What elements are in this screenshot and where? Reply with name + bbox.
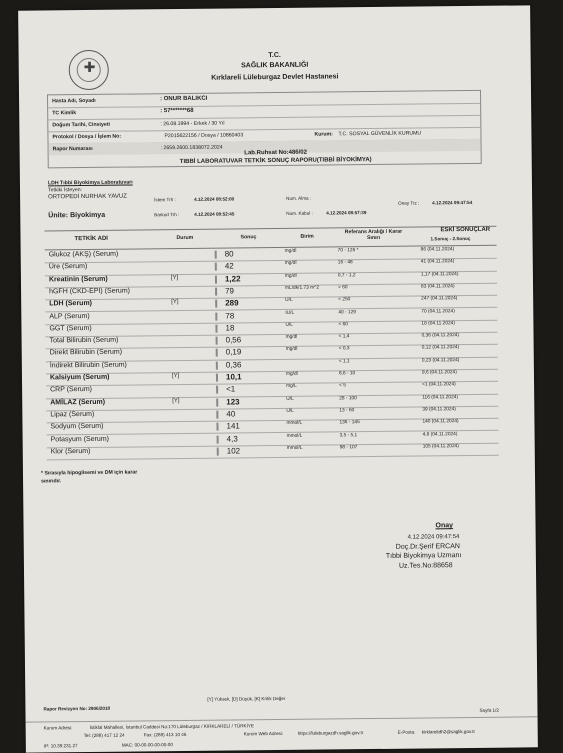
test-unit: mg/dl <box>284 273 297 279</box>
test-name: Direkt Bilirubin (Serum) <box>49 349 123 357</box>
footer-tel: Tel: (288) 417 12 24 <box>83 732 125 739</box>
row-divider <box>216 398 218 406</box>
test-old: 247 (04.11.2024) <box>421 296 458 302</box>
test-name: hGFH (CKD-EPI) (Serum) <box>49 287 131 296</box>
header-hospital: Kırklareli Lüleburgaz Devlet Hastanesi <box>211 73 339 82</box>
test-status: [Y] <box>170 274 179 281</box>
row-divider <box>216 361 218 369</box>
kabul-label: Num. Kabul : <box>286 210 313 216</box>
report-label: Rapor Numarası <box>52 145 93 153</box>
test-result: 80 <box>224 249 234 259</box>
footer-ip: IP: 10.39.231.27 <box>43 743 78 749</box>
barkod-label: Barkod Trh : <box>154 212 180 218</box>
col-old: ESKİ SONUÇLAR <box>440 226 491 234</box>
test-old: 105 (04.11.2024) <box>422 443 459 450</box>
test-unit: mg/dl <box>284 248 297 254</box>
institution-label: Kurum: <box>314 131 333 138</box>
tc-value: : 57*******68 <box>160 107 194 115</box>
test-old: 18 (04.11.2024) <box>421 320 455 327</box>
test-name: GGT (Serum) <box>49 324 92 333</box>
test-old: 41 (04.11.2024) <box>420 259 455 265</box>
test-name: AMİLAZ (Serum) <box>50 398 106 406</box>
test-unit: U/L <box>285 298 293 304</box>
test-ref: > 60 <box>338 285 348 291</box>
test-ref: 0,7 - 1,2 <box>337 272 356 278</box>
test-old: 83 (04.11.2024) <box>421 284 455 290</box>
test-unit: mg/dl <box>284 261 297 267</box>
test-ref: 136 - 145 <box>339 420 360 426</box>
test-ref: < 5 <box>339 383 346 389</box>
test-unit: mg/L <box>286 384 297 390</box>
web-label: Kurum Web Adresi: <box>243 730 284 737</box>
row-divider <box>216 411 218 419</box>
header-ministry: SAĞLIK BAKANLIĞI <box>241 61 309 70</box>
row-divider <box>215 312 217 320</box>
row-divider <box>217 435 219 443</box>
test-result: 0,36 <box>225 360 242 370</box>
test-name: Kalsiyum (Serum) <box>49 373 110 382</box>
test-ref: < 250 <box>338 297 351 303</box>
test-old: 0,12 (04.11.2024) <box>421 345 460 351</box>
test-ref: < 0,3 <box>338 346 350 352</box>
tc-label: TC Kimlik <box>52 110 77 117</box>
test-result: <1 <box>226 384 236 394</box>
test-status: [Y] <box>171 373 180 380</box>
address-label: Kurum Adresi: <box>43 725 73 731</box>
test-old: 4,8 (04.11.2024) <box>422 431 458 437</box>
test-ref: 40 - 129 <box>338 309 356 315</box>
row-divider <box>215 324 217 332</box>
name-label: Hasta Adı, Soyadı <box>52 97 96 105</box>
name-value: : ONUR BALIKCI <box>160 95 208 103</box>
test-ref: 28 - 100 <box>339 395 357 401</box>
test-result: 102 <box>226 446 241 456</box>
test-unit: mL/dk/1.73 m^2 <box>285 285 320 291</box>
footer-mac: MAC: 00-00-00-00-00-00 <box>121 742 173 748</box>
test-old: 0,36 (04.11.2024) <box>421 333 460 339</box>
footer-fax: Fax: (288) 413 10 46 <box>143 731 187 738</box>
ministry-logo-icon: ✚ <box>69 50 109 90</box>
test-unit: mmol/L <box>286 420 303 427</box>
footer-block <box>26 716 538 752</box>
test-name: Lipaz (Serum) <box>50 410 95 419</box>
test-unit: mg/dl <box>285 334 298 341</box>
report-value: : 2659.2600.1838072.2024 <box>160 144 223 152</box>
test-ref: < 1,4 <box>338 334 350 340</box>
web-value: https://luleburgazdh.saglik.gov.tr <box>297 730 364 736</box>
test-unit: mmol/L <box>286 445 303 451</box>
test-result: 79 <box>225 286 235 296</box>
col-ref: Referans Aralığı / Karar Sınırı <box>344 228 403 242</box>
istem-label: İstem Trh : <box>154 197 176 203</box>
col-test: TETKİK ADI <box>74 235 109 243</box>
col-unit: Birim <box>300 233 314 240</box>
test-ref: 13 - 60 <box>339 408 355 414</box>
email-value: kirklarelidh2@saglik.gov.tr <box>421 728 476 735</box>
test-ref: 16 - 48 <box>337 260 353 266</box>
test-result: 18 <box>225 323 235 333</box>
test-ref: 70 - 126 * <box>337 248 359 254</box>
test-unit: mg/dl <box>285 347 298 353</box>
row-divider <box>217 447 219 455</box>
test-status: [Y] <box>172 397 180 404</box>
row-divider <box>215 251 217 259</box>
test-name: Kreatinin (Serum) <box>48 275 108 283</box>
test-ref: < 1,1 <box>338 358 350 365</box>
test-old: 1,17 (04.11.2024) <box>420 271 459 278</box>
test-result: 123 <box>226 396 240 407</box>
alma-label: Num. Alma : <box>286 195 312 201</box>
test-old: 9,6 (04.11.2024) <box>421 370 457 376</box>
footer-revision: Rapor Revizyon No: 2906/2018 <box>43 705 111 712</box>
test-old: 116 (04.11.2024) <box>422 394 459 401</box>
address-value: İstiklal Mahallesi, İstanbul Caddesi No:170 Lüleburgaz / KIRKLARELİ / TÜRKİYE <box>89 723 255 730</box>
onay-value: 4.12.2024 09:47:54 <box>432 199 473 206</box>
test-name: ALP (Serum) <box>49 312 90 320</box>
col-old-sub: 1.Sonuç - 2.Sonuç <box>430 235 471 242</box>
protocol-value: P2015622156 / Dosya / 10860403 <box>164 132 244 140</box>
test-old: 0,23 (04.11.2024) <box>421 357 460 364</box>
header-tc: T.C. <box>268 51 281 60</box>
test-ref: < 60 <box>338 322 348 328</box>
row-divider <box>215 288 217 296</box>
test-unit: IU/L <box>285 310 295 316</box>
report-title: TIBBİ LABORATUVAR TETKİK SONUÇ RAPORU(TIBBİ BİYOKİMYA) <box>179 157 372 166</box>
test-result: 40 <box>226 409 236 419</box>
test-unit: U/L <box>286 408 294 414</box>
email-label: E-Posta: <box>397 729 416 735</box>
institution-value: T.C. SOSYAL GÜVENLİK KURUMU <box>338 130 422 138</box>
test-unit: mmol/L <box>286 433 303 439</box>
test-old: 86 (04.11.2024) <box>420 247 455 253</box>
test-name: CRP (Serum) <box>50 386 93 394</box>
lab-license: Lab.Ruhsat No:486/02 <box>244 149 308 157</box>
test-result: 0,56 <box>225 335 242 345</box>
test-name: Klor (Serum) <box>50 447 91 456</box>
test-name: Sodyum (Serum) <box>50 423 104 431</box>
note-line-2: sınırıdır. <box>41 478 62 485</box>
lab-name: LDH Tıbbi Biyokimya Laboratuvarı <box>47 179 133 187</box>
test-name: Potasyum (Serum) <box>50 435 110 443</box>
row-divider <box>216 386 218 394</box>
test-result: 141 <box>226 421 240 431</box>
requester-label: Tetkiki İsteyen: <box>47 187 83 194</box>
test-result: 4,3 <box>226 433 238 444</box>
test-result: 1,22 <box>224 273 241 284</box>
onay-label: Onay Trz : <box>398 200 420 206</box>
approval-doctor: Doç.Dr.Şerif ERCAN <box>395 543 460 551</box>
kabul-value: 4.12.2024 08:57:39 <box>326 210 367 216</box>
test-result: 0,19 <box>225 347 242 357</box>
protocol-label: Protokol / Dosya / İşlem No: <box>52 133 122 141</box>
col-result: Sonuç <box>240 234 257 241</box>
row-divider <box>216 337 218 345</box>
test-result: 78 <box>225 310 235 321</box>
row-divider <box>216 349 218 357</box>
test-old: 70 (04.11.2024) <box>421 308 455 314</box>
test-status: [Y] <box>171 299 179 306</box>
test-ref: 8,6 - 10 <box>338 371 356 377</box>
test-name: Glukoz (AKŞ) (Serum) <box>48 250 119 259</box>
report-paper <box>18 5 538 752</box>
unit-label: Ünite: Biyokimya <box>48 211 106 220</box>
row-divider <box>215 263 217 271</box>
row-divider <box>215 275 217 283</box>
test-name: Üre (Serum) <box>48 263 88 271</box>
row-divider <box>215 300 217 308</box>
requester-value: ORTOPEDİ NURHAK YAVUZ <box>48 193 127 201</box>
test-name: LDH (Serum) <box>49 300 93 308</box>
test-result: 289 <box>225 298 239 308</box>
test-old: 140 (04.11.2024) <box>422 419 459 425</box>
approval-title: Onay <box>435 522 454 530</box>
istem-value: 4.12.2024 08:52:00 <box>194 196 235 202</box>
test-unit: U/L <box>285 322 293 328</box>
test-unit: U/L <box>286 396 294 402</box>
row-divider <box>216 374 218 382</box>
footer-page: Sayfa 1/2 <box>479 707 499 713</box>
barkod-value: 4.12.2024 08:52:45 <box>194 211 235 217</box>
row-divider <box>216 423 218 431</box>
test-unit: mg/dl <box>285 371 298 377</box>
test-result: 42 <box>224 261 234 271</box>
test-name: Total Bilirubin (Serum) <box>49 336 119 345</box>
test-result: 10,1 <box>225 372 242 382</box>
test-ref: 98 - 107 <box>339 444 358 451</box>
test-ref: 3,5 - 5,1 <box>339 432 358 438</box>
col-status: Durum <box>176 234 194 242</box>
approval-datetime: 4.12.2024 09:47:54 <box>407 534 460 541</box>
note-line-1: * Sırasıyla hipoglisemi ve DM için karar <box>40 469 138 477</box>
test-old: <1 (04.11.2024) <box>422 382 456 388</box>
approval-role: Tıbbi Biyokimya Uzmanı <box>385 552 462 560</box>
footer-legend: [Y] Yüksek, [D] Düşük, [K] Kritik Değer <box>207 695 286 702</box>
birth-value: : 26.08.1994 - Erkek / 30 Yıl <box>160 120 225 128</box>
birth-label: Doğum Tarihi, Cinsiyeti <box>52 121 110 129</box>
test-name: İndirekt Bilirubin (Serum) <box>49 361 127 370</box>
approval-reg: Uz.Tes.No:88658 <box>398 562 453 570</box>
test-old: 39 (04.11.2024) <box>422 407 456 413</box>
